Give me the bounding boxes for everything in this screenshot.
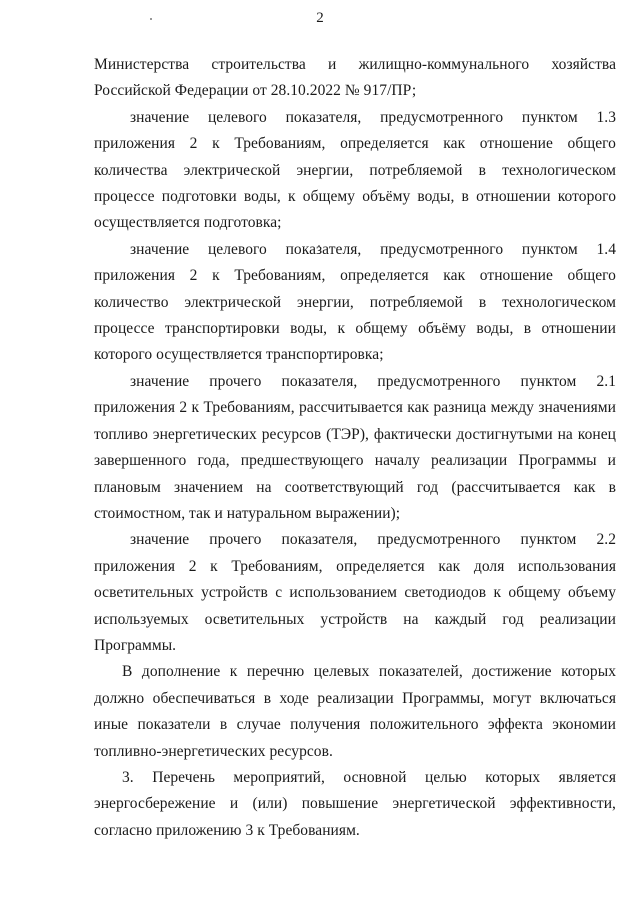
paragraph-indicator-2-1: значение прочего показателя, предусмотренного пунктом 2.1 приложения 2 к Требованиям, рассчитывается как разница между значениями топливо энергетических ресурсов (ТЭР), фактически достигнутыми на конец завершенного года, предшествующего началу реализации Программы и плановым значением на соответствующий год (рассчитывается как в стоимостном, так и натуральном выражении);: [94, 372, 616, 522]
paragraph-indicator-1-4: значение целевого показателя, предусмотренного пунктом 1.4 приложения 2 к Требованиям, определяется как отношение общего количество электрической энергии, потребляемой в технологическом процессе транспортировки воды, к общему объёму воды, в отношении которого осуществляется транспортировка;: [94, 240, 616, 364]
paragraph-indicator-2-2: значение прочего показателя, предусмотренного пунктом 2.2 приложения 2 к Требованиям, определяется как доля использования осветительных устройств с использованием светодиодов к общему объему используемых осветительных устройств на каждый год реализации Программы.: [94, 531, 616, 654]
paragraph-section-3: 3. Перечень мероприятий, основной целью которых является энергосбережение и (или) повышение энергетической эффективности, согласно приложению 3 к Требованиям.: [94, 768, 616, 839]
paragraph-indicator-1-3: значение целевого показателя, предусмотренного пунктом 1.3 приложения 2 к Требованиям, определяется как отношение общего количества электрической энергии, потребляемой в технологическом процессе подготовки воды, к общему объёму воды, в отношении которого осуществляется подготовка;: [94, 108, 616, 232]
paragraph-ministry-order: Министерства строительства и жилищно-коммунального хозяйства Российской Федерации от 28.10.2022 № 917/ПР;: [94, 56, 616, 100]
page-number: 2: [316, 10, 324, 26]
scan-speck: [150, 18, 152, 20]
paragraph-additional-indicators: В дополнение к перечню целевых показателей, достижение которых должно обеспечиваться в ходе реализации Программы, могут включаться иные показатели в случае получения положительного эффекта экономии топливно-энергетических ресурсов.: [94, 663, 616, 760]
document-body: [94, 52, 616, 844]
